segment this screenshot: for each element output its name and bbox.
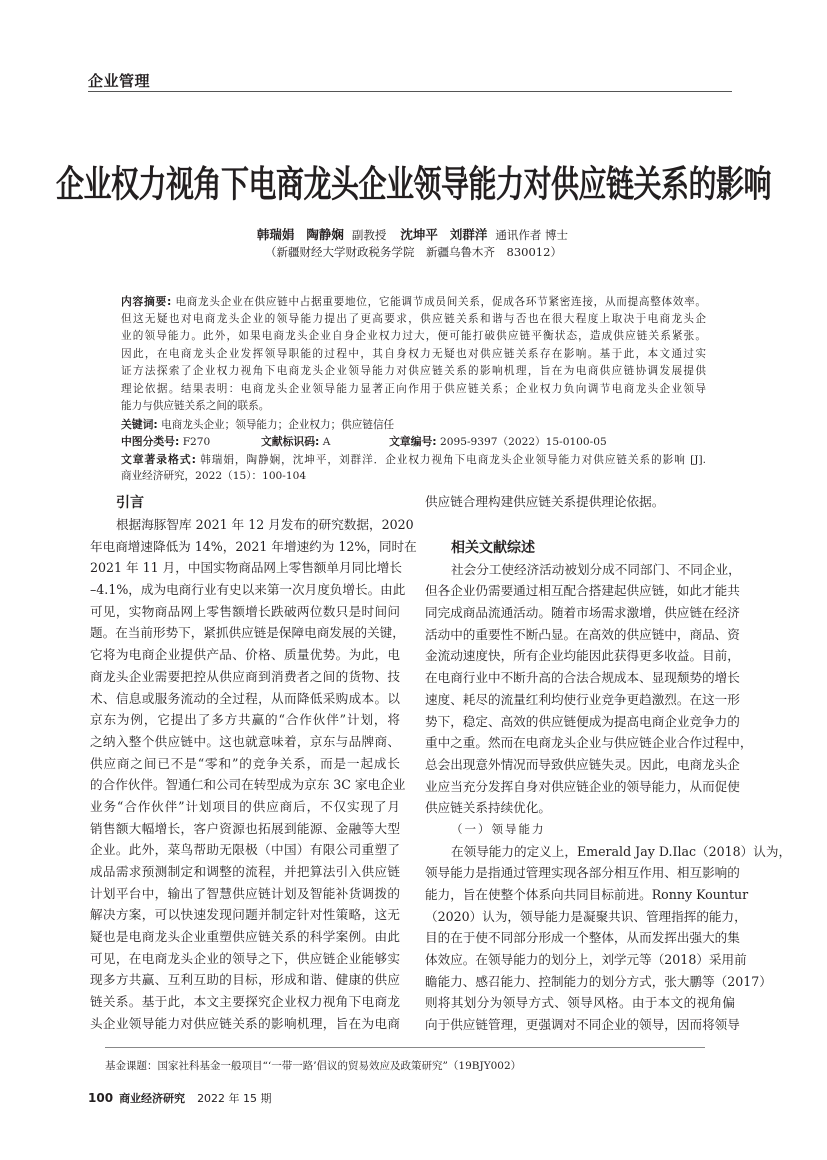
journal-name: 商业经济研究 [119,1092,186,1105]
body-line: 销售额大幅增长，客户资源也拓展到能源、金融等大型 [90,820,400,836]
abstract-block [121,293,706,486]
body-line: 疑也是电商龙头企业重塑供应链关系的科学案例。由此 [90,929,400,945]
author-name: 刘群洋 [449,227,488,242]
citation-row: 商业经济研究，2022（15）：100-104 [121,470,307,482]
author-name: 沈坤平 [400,227,438,242]
body-line: 重中之重。然而在电商龙头企业与供应链企业合作过程中， [425,735,753,751]
body-line: 则将其划分为领导方式、领导风格。由于本文的视角偏 [425,995,735,1011]
body-line: 链关系。基于此，本文主要探究企业权力视角下电商龙 [90,994,400,1010]
body-line: 根据海豚智库 2021 年 12 月发布的研究数据，2020 [116,517,414,532]
classification-row [121,433,706,451]
abstract-line: 理论依据。结果表明：电商龙头企业领导能力显著正向作用于供应链关系；企业权力负向调节电商龙头企业领导 [121,382,706,395]
body-line: 在领导能力的定义上，Emerald Jay D.Ilac（2018）认为， [451,843,792,859]
section-label: 企业管理 [88,72,151,90]
abstract-line: 能力与供应链关系之间的联系。 [121,400,270,412]
body-line: 供应链关系持续优化。 [425,800,551,816]
citation-text: 韩瑞娟，陶静娴，沈坤平，刘群洋．企业权力视角下电商龙头企业领导能力对供应链关系的影响 [J]. [200,453,706,466]
abstract-line: 证方法探索了企业权力视角下电商龙头企业领导能力对供应链关系的影响机理，旨在为电商供应链协调发展提供 [121,365,706,377]
body-line: 解决方案，可以快速发现问题并制定针对性策略，这无 [90,907,400,923]
left-column [90,492,417,1035]
body-line: 目的在于使不同部分形成一个整体，从而发挥出强大的集 [425,930,740,946]
header-rule [88,91,732,92]
body-line: （2020）认为，领导能力是凝聚共识、管理指挥的能力， [425,908,747,924]
clc-label: 中图分类号: [121,435,180,448]
section-heading-literature: 相关文献综述 [451,539,535,556]
citation-row [121,451,706,469]
subsection-heading: （一）领导能力 [451,821,546,836]
citation-label: 文章著录格式: [121,452,196,466]
body-line: 题。在当前形势下，紧抓供应链是保障电商发展的关键， [90,625,405,641]
abstract-line [121,293,706,311]
article-no-label: 文章编号: [389,435,437,448]
body-line: 现多方共赢、互利互助的目标，形成和谐、健康的供应 [90,972,400,988]
abstract-label: 内容摘要: [121,295,172,308]
body-line: 年电商增速降低为 14%，2021 年增速约为 12%，同时在 [90,538,417,554]
body-line: 活动中的重要性不断凸显。在高效的供应链中，商品、资 [425,626,740,642]
page-number: 100 [88,1091,114,1105]
abstract-text: 电商龙头企业在供应链中占据重要地位，它能调节成员间关系，促成各环节紧密连接，从而提高整体效率。 [175,296,706,308]
body-line: 头企业领导能力对供应链关系的影响机理，旨在为电商 [90,1015,400,1031]
author-list [0,225,827,243]
body-line: 京东为例，它提出了多方共赢的“合作伙伴”计划，将 [90,712,400,728]
footnote: 基金课题：国家社科基金一般项目“‘一带一路’倡议的贸易效应及政策研究”（19BJY002） [105,1060,522,1072]
body-line: 业应当充分发挥自身对供应链企业的领导能力，从而促使 [425,778,740,794]
body-line: 供应商之间已不是“零和”的竞争关系，而是一起成长 [90,755,400,771]
body-line: 能力，旨在使整个体系向共同目标前进。Ronny Kountur [425,887,749,902]
affiliation: （新疆财经大学财政税务学院 新疆乌鲁木齐 830012） [265,245,562,259]
body-line: 可见，在电商龙头企业的领导之下，供应链企业能够实 [90,950,400,966]
doc-code-label: 文献标识码: [261,435,320,448]
body-line: 向于供应链管理，更强调对不同企业的领导，因而将领导 [425,1017,740,1033]
body-line: 瞻能力、感召能力、控制能力的划分方式，张大鹏等（2017） [425,973,772,989]
author-title: 副教授 [351,228,387,242]
issue: 2022 年 15 期 [197,1092,272,1105]
body-line: 供应链合理构建供应链关系提供理论依据。 [425,494,665,509]
body-line: 领导能力是指通过管理实现各部分相互作用、相互影响的 [425,865,740,881]
body-line: 之纳入整个供应链中。这也就意味着，京东与品牌商、 [90,733,400,749]
article-title: 企业权力视角下电商龙头企业领导能力对供应链关系的影响 [55,162,771,206]
keywords: 电商龙头企业；领导能力；企业权力；供应链信任 [161,418,395,431]
body-line: –4.1%，成为电商行业有史以来第一次月度负增长。由此 [90,582,406,598]
body-line: 术、信息或服务流动的全过程，从而降低采购成本。以 [90,690,400,706]
clc-value: F270 [182,436,211,448]
body-line: 但各企业仍需要通过相互配合搭建起供应链，如此才能共 [425,583,740,599]
author-name: 韩瑞娟 [256,227,295,242]
doc-code-value: A [322,436,331,448]
author-title: 通讯作者 博士 [495,228,569,242]
body-line: 势下，稳定、高效的供应链便成为提高电商企业竞争力的 [425,713,740,729]
body-line: 的合作伙伴。智通仁和公司在转型成为京东 3C 家电企业 [90,777,406,793]
body-line: 2021 年 11 月，中国实物商品网上零售额单月同比增长 [90,560,402,576]
abstract-line: 但这无疑也对电商龙头企业的领导能力提出了更高要求，供应链关系和谐与否也在很大程度上取决于电商龙头企 [121,312,706,325]
body-line: 成品需求预测制定和调整的流程，并把算法引入供应链 [90,864,400,879]
keywords-label: 关键词: [121,417,158,431]
article-no-value: 2095-9397（2022）15-0100-05 [440,436,607,448]
body-line: 可见，实物商品网上零售额增长跌破两位数只是时间问 [90,603,400,619]
body-line: 速度、耗尽的流量红利均使行业竞争更趋激烈。在这一形 [425,691,740,707]
footnote-rule [105,1047,705,1048]
right-column [425,491,792,1036]
page-footer [88,1090,272,1106]
section-heading-intro: 引言 [116,495,144,511]
body-line: 同完成商品流通活动。随着市场需求激增，供应链在经济 [425,605,740,621]
body-line: 在电商行业中不断升高的合法合规成本、显现颓势的增长 [425,670,740,686]
keywords-row [121,416,706,434]
body-line: 金流动速度快，所有企业均能因此获得更多收益。目前， [425,648,740,664]
body-line: 它将为电商企业提供产品、价格、质量优势。为此，电 [90,647,400,663]
body-line: 社会分工使经济活动被划分成不同部门、不同企业， [451,561,741,577]
body-line: 商龙头企业需要把控从供应商到消费者之间的货物、技 [90,668,400,684]
abstract-line: 业的领导能力。此外，如果电商龙头企业自身企业权力过大，便可能打破供应链平衡状态，造成供应链关系紧张。 [121,330,706,342]
body-line: 业务“合作伙伴”计划项目的供应商后，不仅实现了月 [90,798,400,814]
body-line: 计划平台中，输出了智慧供应链计划及智能补货调拨的 [90,885,400,901]
body-line: 企业。此外，菜鸟帮助无限极（中国）有限公司重塑了 [90,842,400,858]
body-line: 总会出现意外情况而导致供应链失灵。因此，电商龙头企 [425,756,740,772]
body-line: 体效应。在领导能力的划分上，刘学元等（2018）采用前 [425,952,747,968]
abstract-line: 因此，在电商龙头企业发挥领导职能的过程中，其自身权力无疑也对供应链关系存在影响。基于此，本文通过实 [121,347,706,360]
author-name: 陶静娴 [306,227,344,242]
